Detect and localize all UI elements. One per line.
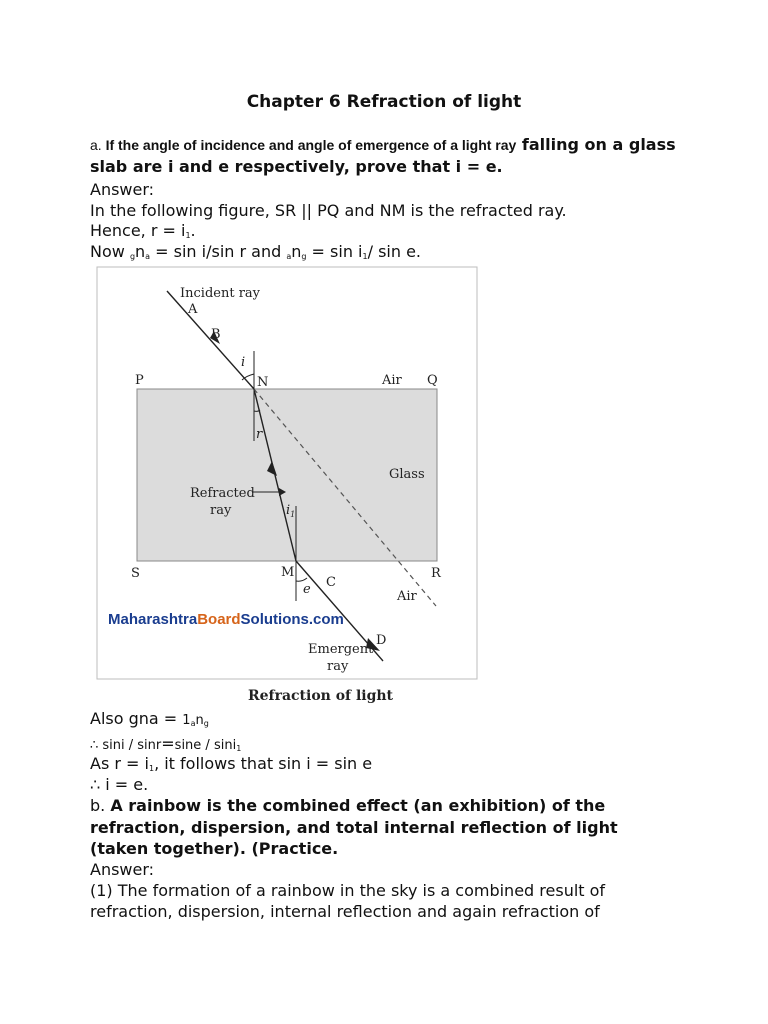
text-fragment: sine / sini [174,738,237,753]
text-fragment: = sin i [306,242,363,261]
label-refracted-2: ray [210,503,232,518]
text-fragment: i [286,503,291,518]
question-b-line [90,795,605,816]
text-fragment: Also gna = [90,709,183,728]
text-fragment: ∴ sini / sinr [90,738,162,753]
text-fragment: n [291,242,302,261]
label-s: S [131,566,140,581]
text-fragment: Hence, r = i [90,221,186,240]
answer-label: Answer: [90,180,155,199]
text-fragment: / sin e. [367,242,422,261]
label-e: e [303,582,311,597]
text-fragment: As r = i [90,754,149,773]
text-fragment: 1 [182,713,191,728]
text-fragment: Maharashtra [108,611,198,628]
label-incident-ray: Incident ray [180,286,260,301]
text-fragment: g [129,252,136,261]
label-m: M [281,565,295,580]
refraction-figure [96,266,478,706]
text-fragment: A rainbow is the combined effect (an exhibition) of the [110,796,606,815]
question-a-prefix: a. [90,137,106,153]
text-fragment: b. [90,796,111,815]
text-fragment: Now [90,242,130,261]
figure-caption: Refraction of light [248,688,394,704]
text-fragment: n [135,242,146,261]
text-fragment: . [190,221,196,240]
text-fragment: g [301,252,307,261]
label-n: N [257,375,269,390]
text-fragment: 1 [236,744,242,753]
text-fragment: 1 [362,252,368,261]
label-q: Q [427,373,438,388]
text-fragment: n [195,713,204,728]
text-fragment: , it follows that sin i = sin e [154,754,373,773]
label-c: C [326,575,336,590]
text-fragment: 1 [148,764,155,773]
text-fragment: 1 [290,510,296,519]
question-a-part2: falling on a glass slab are i and e respectively, prove that i = e. [90,135,676,176]
text-fragment: Solutions.com [240,611,344,628]
therefore-line-2: ∴ i = e. [90,775,149,794]
label-d: D [376,633,387,648]
label-i: i [241,355,246,370]
text-fragment: Board [197,611,241,628]
text-fragment: a [286,252,292,261]
answer-line [90,241,421,267]
question-a [90,134,690,178]
watermark [108,611,344,628]
question-b-line: refraction, dispersion, and total internal reflection of light [90,818,618,837]
label-air-top: Air [382,373,402,388]
text-fragment: a [190,719,196,728]
text-fragment: g [203,719,209,728]
answer-line: (1) The formation of a rainbow in the sky is a combined result of [90,881,606,900]
answer-line: refraction, dispersion, internal reflection and again refraction of [90,902,600,921]
answer-line: In the following figure, SR || PQ and NM is the refracted ray. [90,201,567,220]
label-r: r [256,427,263,442]
also-line [90,708,209,734]
label-a: A [188,302,198,317]
label-refracted-1: Refracted [190,486,255,501]
page-title: Chapter 6 Refraction of light [246,92,522,112]
text-fragment: 1 [185,231,191,240]
label-r-corner: R [431,566,441,581]
question-b-line: (taken together). (Practice. [90,839,339,858]
text-fragment: = sin i/sin r and [150,242,287,261]
label-air-bottom: Air [397,589,417,604]
label-b: B [211,327,221,342]
text-fragment: a [145,252,151,261]
question-a-part1: If the angle of incidence and angle of emergence of a light ray [105,137,517,153]
label-emergent-1: Emergent [308,642,374,657]
label-glass: Glass [389,467,425,482]
label-emergent-2: ray [327,659,349,674]
text-fragment: = [161,734,175,753]
label-p: P [135,373,144,388]
answer-label: Answer: [90,860,155,879]
